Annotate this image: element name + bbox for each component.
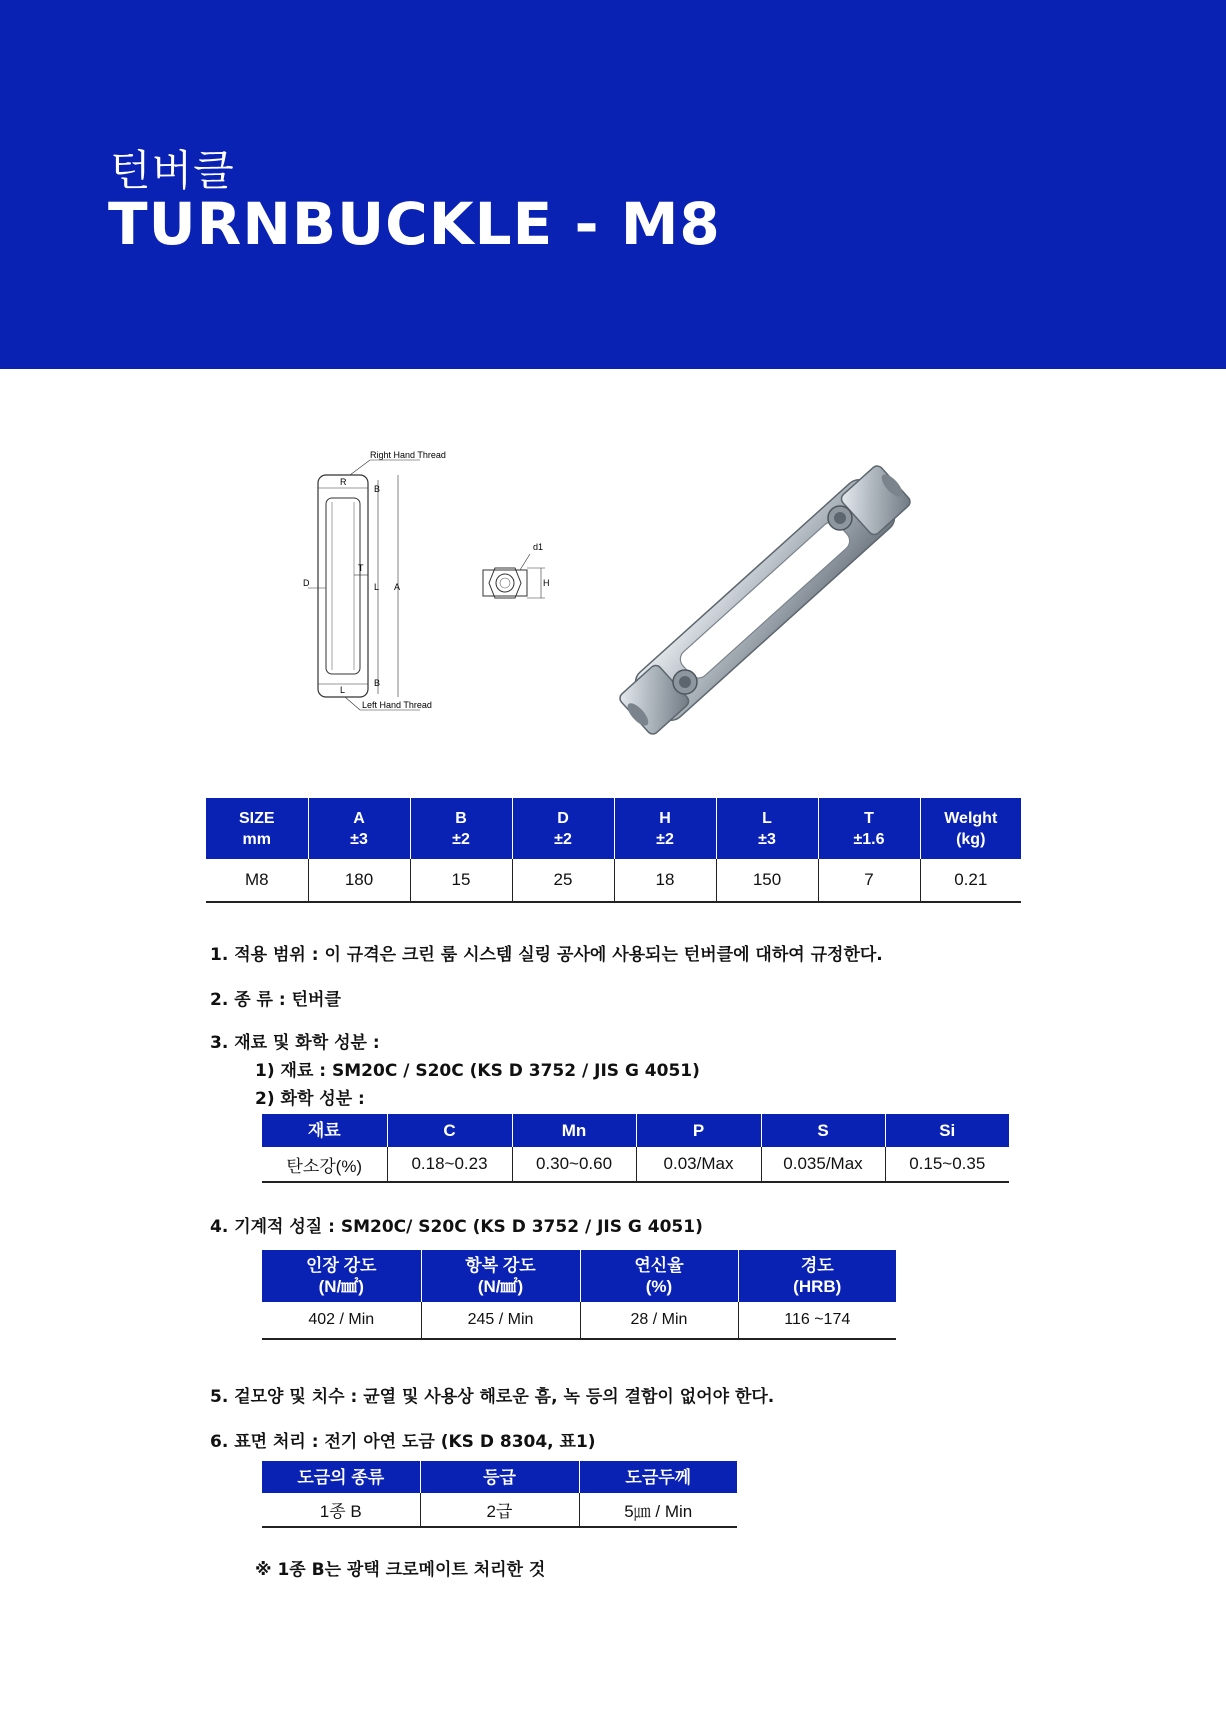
- title-english: TURNBUCKLE - M8: [108, 190, 721, 258]
- header-mn: Mn: [512, 1114, 636, 1147]
- footnote: ※ 1종 B는 광택 크로메이트 처리한 것: [255, 1560, 546, 1580]
- header-d: D ±2: [512, 798, 614, 859]
- label-r: R: [340, 477, 347, 487]
- header-plating-type: 도금의 종류: [262, 1461, 420, 1493]
- paragraph-type: 2. 종 류 : 턴버클: [210, 990, 341, 1010]
- size-table-header-row: [206, 798, 1021, 859]
- mechanical-table: [262, 1250, 896, 1340]
- paragraph-surface: 6. 표면 처리 : 전기 아연 도금 (KS D 8304, 표1): [210, 1432, 596, 1452]
- label-l: L: [340, 685, 346, 695]
- header-a: A ±3: [308, 798, 410, 859]
- header-thickness: 도금두께: [579, 1461, 737, 1493]
- cell-t: 7: [818, 859, 920, 902]
- plating-table: [262, 1461, 737, 1528]
- table-row: [206, 859, 1021, 902]
- cell-plating-type: 1종 B: [262, 1493, 420, 1527]
- label-h: H: [543, 578, 550, 588]
- header-b: B ±2: [410, 798, 512, 859]
- header-material: 재료: [262, 1114, 387, 1147]
- size-table: [206, 798, 1021, 903]
- paragraph-mechanical: 4. 기계적 성질 : SM20C/ S20C (KS D 3752 / JIS G 4051): [210, 1217, 703, 1237]
- cell-si: 0.15~0.35: [885, 1147, 1009, 1182]
- header-grade: 등급: [420, 1461, 579, 1493]
- paragraph-appearance: 5. 겉모양 및 치수 : 균열 및 사용상 해로운 흠, 녹 등의 결함이 없어야 한다.: [210, 1387, 775, 1407]
- label-a: A: [394, 582, 401, 592]
- cell-a: 180: [308, 859, 410, 902]
- table-row: [262, 1493, 737, 1527]
- label-b-top: B: [374, 484, 381, 494]
- header-si: Si: [885, 1114, 1009, 1147]
- cell-tensile: 402 / Min: [262, 1302, 421, 1339]
- cell-b: 15: [410, 859, 512, 902]
- label-d1: d1: [533, 542, 544, 552]
- header-t: T ±1.6: [818, 798, 920, 859]
- label-t: T: [358, 563, 364, 573]
- header-size: SIZE mm: [206, 798, 308, 859]
- cell-mn: 0.30~0.60: [512, 1147, 636, 1182]
- header-p: P: [636, 1114, 761, 1147]
- hex-section-drawing: [475, 540, 600, 620]
- label-b-bottom: B: [374, 678, 381, 688]
- cell-grade: 2급: [420, 1493, 579, 1527]
- header-yield: 항복 강도 (N/㎟): [421, 1250, 580, 1302]
- label-l-mid: L: [374, 582, 380, 592]
- cell-c: 0.18~0.23: [387, 1147, 512, 1182]
- paragraph-material-sub2: 2) 화학 성분 :: [255, 1089, 365, 1109]
- paragraph-material-sub1: 1) 재료 : SM20C / S20C (KS D 3752 / JIS G 4051): [255, 1061, 700, 1081]
- header-weight: Welght (kg): [920, 798, 1021, 859]
- cell-d: 25: [512, 859, 614, 902]
- header-tensile: 인장 강도 (N/㎟): [262, 1250, 421, 1302]
- cell-weight: 0.21: [920, 859, 1021, 902]
- chemical-table: [262, 1114, 1009, 1183]
- paragraph-scope: 1. 적용 범위 : 이 규격은 크린 룸 시스템 실링 공사에 사용되는 턴버클에 대하여 규정한다.: [210, 945, 883, 965]
- header-elongation: 연신율 (%): [580, 1250, 738, 1302]
- plating-table-header-row: [262, 1461, 737, 1493]
- right-hand-thread-label: Right Hand Thread: [370, 450, 446, 460]
- turnbuckle-photo: [590, 450, 940, 750]
- cell-l: 150: [716, 859, 818, 902]
- title-korean: 턴버클: [110, 146, 235, 195]
- label-d: D: [303, 578, 310, 588]
- table-row: [262, 1147, 1009, 1182]
- cell-p: 0.03/Max: [636, 1147, 761, 1182]
- cell-s: 0.035/Max: [761, 1147, 885, 1182]
- cell-hardness: 116 ~174: [738, 1302, 896, 1339]
- header-h: H ±2: [614, 798, 716, 859]
- table-row: [262, 1302, 896, 1339]
- cell-elongation: 28 / Min: [580, 1302, 738, 1339]
- cell-h: 18: [614, 859, 716, 902]
- mechanical-table-header-row: [262, 1250, 896, 1302]
- cell-size: M8: [206, 859, 308, 902]
- header-banner: [0, 0, 1226, 369]
- header-c: C: [387, 1114, 512, 1147]
- header-l: L ±3: [716, 798, 818, 859]
- cell-yield: 245 / Min: [421, 1302, 580, 1339]
- cell-thickness: 5㎛ / Min: [579, 1493, 737, 1527]
- header-s: S: [761, 1114, 885, 1147]
- left-hand-thread-label: Left Hand Thread: [362, 700, 432, 710]
- cell-material: 탄소강(%): [262, 1147, 387, 1182]
- header-hardness: 경도 (HRB): [738, 1250, 896, 1302]
- chemical-table-header-row: [262, 1114, 1009, 1147]
- paragraph-material: 3. 재료 및 화학 성분 :: [210, 1033, 380, 1053]
